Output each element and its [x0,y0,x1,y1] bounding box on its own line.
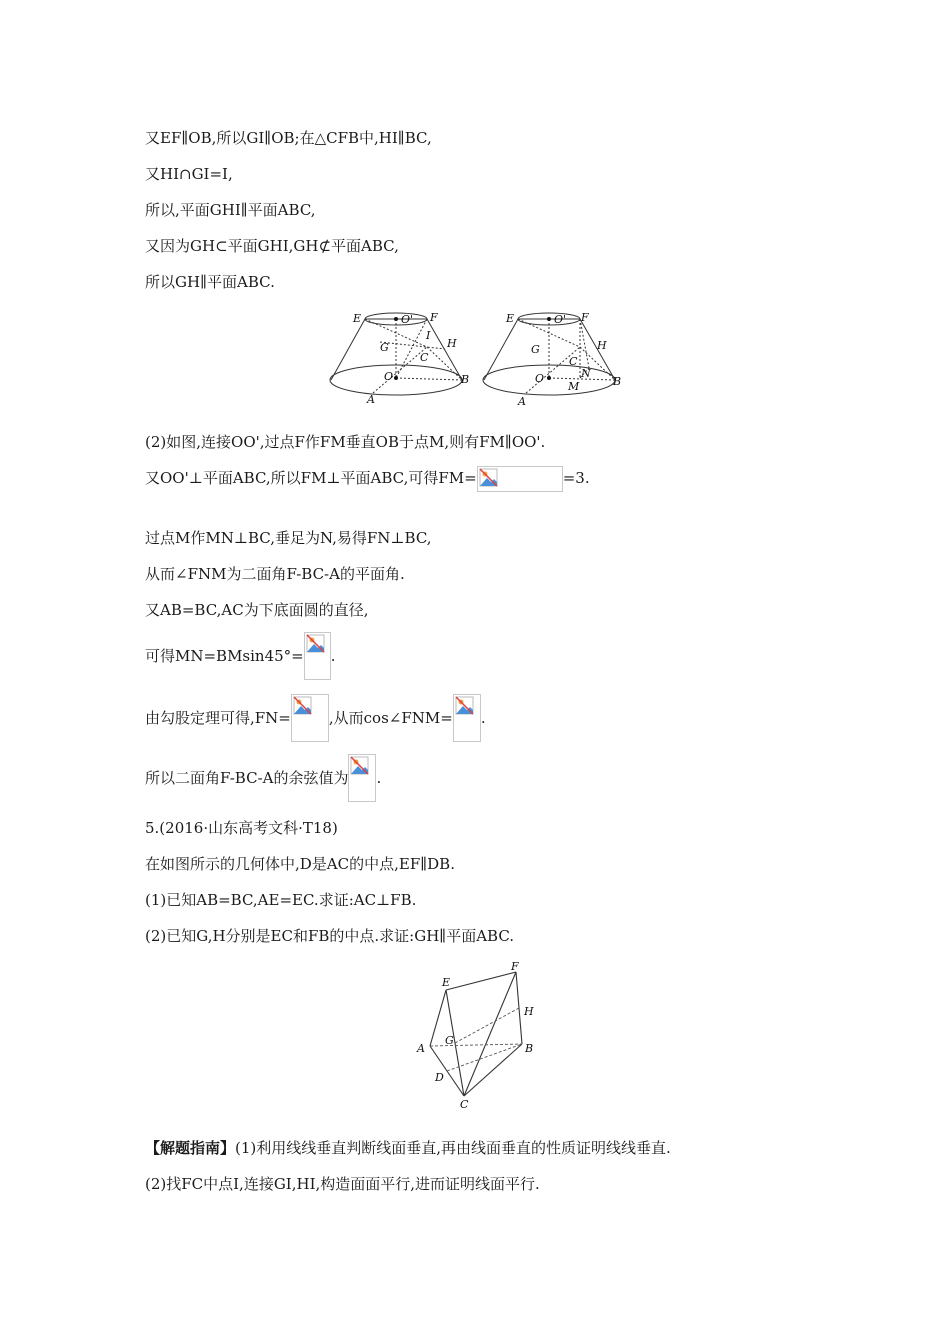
hint-heading: 【解题指南】 [145,1139,236,1157]
label-E: E [442,976,451,989]
text-line: 所以,平面GHI∥平面ABC, [145,201,316,219]
text-line [145,632,336,680]
text-line: (2)已知G,H分别是EC和FB的中点.求证:GH∥平面ABC. [145,927,515,945]
label-B: B [525,1042,534,1055]
text-segment: 可得MN=BMsin45°= [145,647,304,665]
text-line: 在如图所示的几何体中,D是AC的中点,EF∥DB. [145,855,455,873]
label-A: A [367,393,375,406]
label-E: E [353,312,362,325]
label-F: F [511,960,519,973]
label-O-prime: O' [401,313,414,326]
text-segment: . [480,709,486,727]
label-H: H [597,339,607,352]
text-line [145,754,381,802]
text-segment: . [376,769,382,787]
label-D: D [435,1071,444,1084]
label-E: E [506,312,515,325]
frustum-figures [325,305,625,410]
text-segment: (1)利用线线垂直判断线面垂直,再由线面垂直的性质证明线线垂直. [235,1139,671,1157]
text-segment: ,从而cos∠FNM= [328,709,453,727]
text-line: 过点M作MN⊥BC,垂足为N,易得FN⊥BC, [145,529,432,547]
text-line: 又EF∥OB,所以GI∥OB;在△CFB中,HI∥BC, [145,129,432,147]
broken-image-icon [291,694,329,742]
text-line: 又AB=BC,AC为下底面圆的直径, [145,601,369,619]
label-C: C [569,355,578,368]
label-A: A [417,1042,425,1055]
label-A: A [518,395,526,408]
label-B: B [461,373,470,386]
text-line: (2)如图,连接OO',过点F作FM垂直OB于点M,则有FM∥OO'. [145,433,546,451]
broken-image-icon [304,632,331,680]
label-H: H [524,1005,534,1018]
text-segment: =3. [562,469,590,487]
text-line [145,1138,671,1158]
text-segment: . [330,647,336,665]
label-G: G [531,343,540,356]
label-C: C [460,1098,469,1110]
text-segment: 又OO'⊥平面ABC,所以FM⊥平面ABC,可得FM= [145,469,477,487]
text-line: 又HI∩GI=I, [145,165,233,183]
label-F: F [581,311,589,324]
label-O: O [384,370,394,383]
text-line [145,468,590,492]
label-O-prime: O' [554,313,567,326]
text-line: 从而∠FNM为二面角F-BC-A的平面角. [145,565,405,583]
label-I: I [426,329,431,342]
text-line [145,694,486,742]
text-line: 所以GH∥平面ABC. [145,273,275,291]
broken-image-icon [477,466,563,492]
text-line: 又因为GH⊂平面GHI,GH⊄平面ABC, [145,237,399,255]
polyhedron-figure [410,958,545,1110]
label-G: G [380,341,389,354]
text-segment: 由勾股定理可得,FN= [145,709,291,727]
label-N: N [581,367,591,380]
text-line: 5.(2016·山东高考文科·T18) [145,819,338,837]
label-G: G [445,1034,454,1047]
label-H: H [447,337,457,350]
broken-image-icon [348,754,376,802]
label-O: O [535,372,545,385]
broken-image-icon [453,694,481,742]
label-M: M [568,380,580,393]
label-C: C [420,351,429,364]
text-line: (1)已知AB=BC,AE=EC.求证:AC⊥FB. [145,891,417,909]
label-B: B [613,375,622,388]
label-F: F [430,311,438,324]
text-segment: 所以二面角F-BC-A的余弦值为 [145,769,349,787]
text-line: (2)找FC中点I,连接GI,HI,构造面面平行,进而证明线面平行. [145,1175,540,1193]
